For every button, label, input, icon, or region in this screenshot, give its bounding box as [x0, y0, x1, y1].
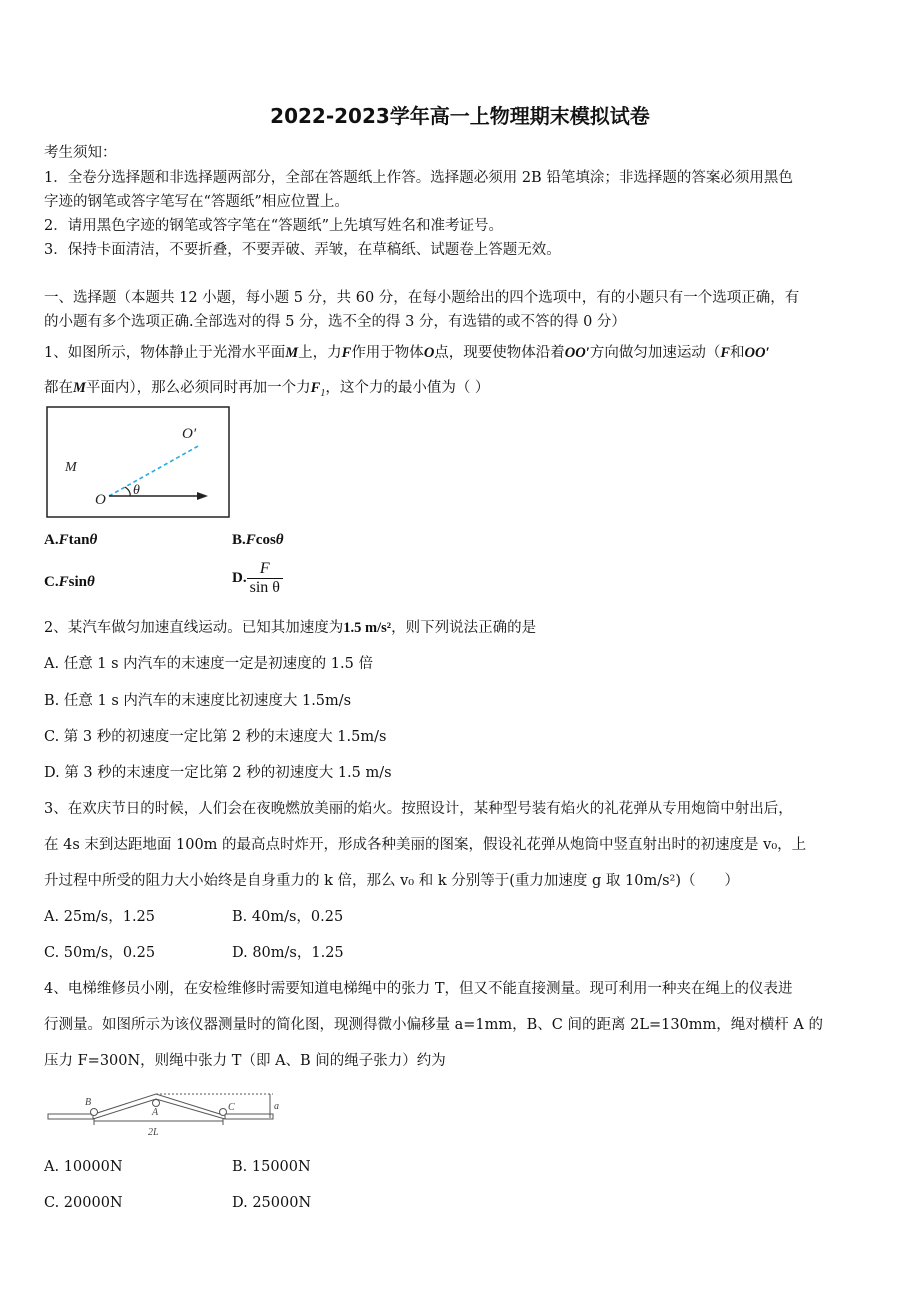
q1-figure — [45, 405, 235, 520]
q2-option-d[interactable]: D. 第 3 秒的末速度一定比第 2 秒的初速度大 1.5 m/s — [44, 765, 392, 781]
notice-item-2: 2．请用黑色字迹的钢笔或答字笔在“答题纸”上先填写姓名和准考证号。 — [44, 218, 504, 234]
pulley-a — [153, 1100, 160, 1107]
label-a-offset: a — [274, 1101, 279, 1112]
q1-option-b[interactable]: B.Fcosθ — [232, 532, 284, 548]
q4-figure — [45, 1085, 290, 1140]
pulley-c — [220, 1109, 227, 1116]
fraction: $\frac{F}{\text{sin θ}}$ — [247, 560, 283, 597]
notice-heading: 考生须知： — [44, 145, 117, 161]
label-a-point: A — [152, 1107, 159, 1118]
q1-stem-line-1: 1、如图所示，物体静止于光滑水平面M上，力F作用于物体O点，现要使物体沿着OO′方向做匀加速运动（F和OO′ — [44, 345, 770, 361]
q2-option-c[interactable]: C. 第 3 秒的初速度一定比第 2 秒的末速度大 1.5m/s — [44, 729, 387, 745]
q1-option-d[interactable]: D. $\frac{F}{\text{sin θ}}$ — [232, 560, 283, 597]
q4-stem-line-2: 行测量。如图所示为该仪器测量时的简化图，现测得微小偏移量 a=1mm，B、C 间的距离 2L=130mm，绳对横杆 A 的 — [44, 1017, 823, 1033]
q3-option-c[interactable]: C. 50m/s，0.25 — [44, 945, 156, 961]
page-title: 2022-2023学年高一上物理期末模拟试卷 — [270, 104, 650, 128]
label-2l: 2L — [148, 1127, 159, 1138]
q3-option-b[interactable]: B. 40m/s，0.25 — [232, 909, 344, 925]
q3-stem-line-1: 3、在欢庆节日的时候，人们会在夜晚燃放美丽的焰火。按照设计，某种型号装有焰火的礼花弹从专用炮筒中射出后， — [44, 801, 793, 817]
q2-option-a[interactable]: A. 任意 1 s 内汽车的末速度一定是初速度的 1.5 倍 — [44, 656, 373, 672]
q4-option-a[interactable]: A. 10000N — [44, 1159, 123, 1175]
q4-option-b[interactable]: B. 15000N — [232, 1159, 311, 1175]
left-bar — [48, 1114, 93, 1119]
label-b: B — [85, 1097, 92, 1108]
label-o-prime: O′ — [182, 426, 197, 442]
right-bar — [225, 1114, 273, 1119]
notice-item-3: 3．保持卡面清洁，不要折叠，不要弄破、弄皱，在草稿纸、试题卷上答题无效。 — [44, 242, 561, 258]
q2-option-b[interactable]: B. 任意 1 s 内汽车的末速度比初速度大 1.5m/s — [44, 693, 352, 709]
section-header-line-1: 一、选择题（本题共 12 小题，每小题 5 分，共 60 分，在每小题给出的四个选项中，有的小题只有一个选项正确，有 — [44, 290, 800, 306]
section-header-line-2: 的小题有多个选项正确.全部选对的得 5 分，选不全的得 3 分，有选错的或不答的得 0 分） — [44, 314, 626, 330]
q3-stem-line-3: 升过程中所受的阻力大小始终是自身重力的 k 倍，那么 v₀ 和 k 分别等于(重力加速度 g 取 10m/s²)（ ） — [44, 873, 739, 889]
q3-stem-line-2: 在 4s 末到达距地面 100m 的最高点时炸开，形成各种美丽的图案，假设礼花弹从炮筒中竖直射出时的初速度是 v₀，上 — [44, 837, 807, 853]
q1-option-c[interactable]: C.Fsinθ — [44, 574, 95, 590]
force-arrow-head — [197, 492, 208, 500]
notice-item-1-line-2: 字迹的钢笔或答字笔写在“答题纸”相应位置上。 — [44, 194, 349, 210]
q4-option-d[interactable]: D. 25000N — [232, 1195, 312, 1211]
q4-stem-line-3: 压力 F=300N，则绳中张力 T（即 A、B 间的绳子张力）约为 — [44, 1053, 446, 1069]
q2-stem: 2、某汽车做匀加速直线运动。已知其加速度为1.5 m/s²，则下列说法正确的是 — [44, 620, 537, 636]
notice-item-1-line-1: 1．全卷分选择题和非选择题两部分，全部在答题纸上作答。选择题必须用 2B 铅笔填涂；非选择题的答案必须用黑色 — [44, 170, 793, 186]
label-theta: θ — [133, 483, 140, 498]
label-c: C — [228, 1102, 235, 1113]
label-m: M — [65, 460, 77, 475]
q3-option-a[interactable]: A. 25m/s，1.25 — [44, 909, 156, 925]
q3-option-d[interactable]: D. 80m/s，1.25 — [232, 945, 344, 961]
q4-option-c[interactable]: C. 20000N — [44, 1195, 123, 1211]
label-o: O — [95, 492, 106, 508]
q4-stem-line-1: 4、电梯维修员小刚，在安检维修时需要知道电梯绳中的张力 T，但又不能直接测量。现可利用一种夹在绳上的仪表进 — [44, 981, 793, 997]
q1-option-a[interactable]: A.Ftanθ — [44, 532, 98, 548]
oo-prime-dashed-line — [109, 445, 200, 496]
angle-arc — [125, 487, 130, 496]
pulley-b — [91, 1109, 98, 1116]
q1-stem-line-2: 都在M平面内），那么必须同时再加一个力$F_1$，这个力的最小值为（ ） — [44, 380, 490, 399]
